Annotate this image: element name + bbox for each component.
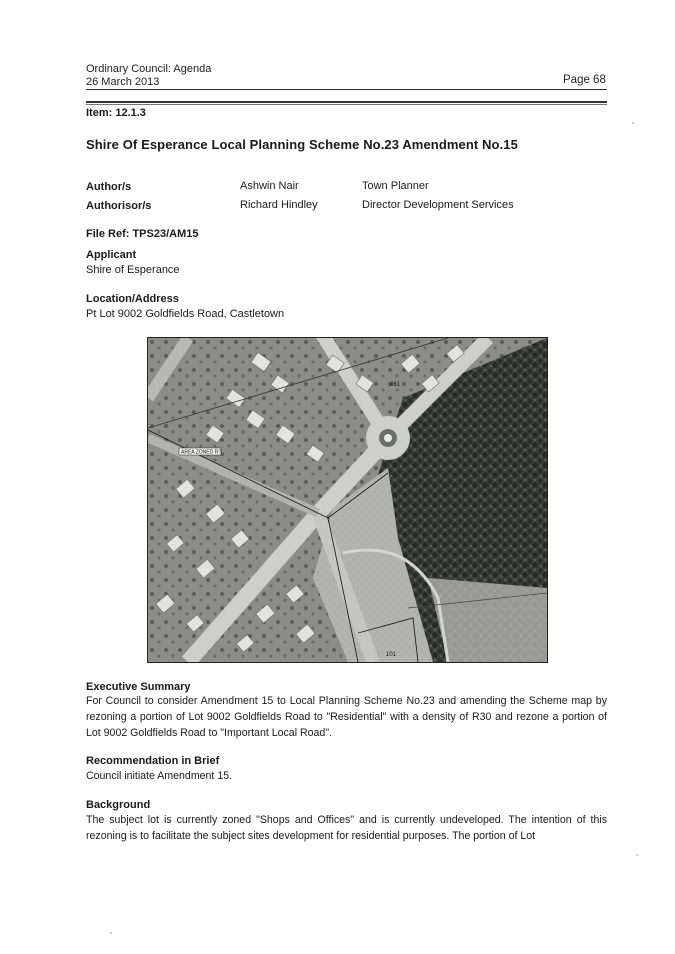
item-number: Item: 12.1.3 bbox=[86, 107, 146, 119]
aerial-site-map bbox=[147, 337, 548, 663]
applicant-value: Shire of Esperance bbox=[86, 264, 180, 276]
header-agenda-title: Ordinary Council: Agenda bbox=[86, 63, 212, 75]
author-name: Ashwin Nair bbox=[240, 180, 299, 192]
scan-speck bbox=[110, 932, 112, 934]
authoriser-role: Director Development Services bbox=[362, 199, 514, 211]
executive-summary-heading: Executive Summary bbox=[86, 681, 191, 693]
map-lot-label-861: 861 bbox=[390, 382, 401, 388]
header-date: 26 March 2013 bbox=[86, 76, 160, 88]
page-title: Shire Of Esperance Local Planning Scheme No.23 Amendment No.15 bbox=[86, 137, 518, 152]
item-rule-thick bbox=[86, 101, 607, 103]
location-heading: Location/Address bbox=[86, 293, 179, 305]
header-rule bbox=[86, 89, 607, 90]
map-zone-label: AREA ZONED R? bbox=[181, 449, 222, 456]
recommendation-text: Council initiate Amendment 15. bbox=[86, 770, 233, 782]
background-text: The subject lot is currently zoned "Shops and Offices" and is currently undeveloped. The intention of this rezoning is to facilitate the subject sites development for residential purposes. The portion of Lot bbox=[86, 814, 607, 842]
file-ref: File Ref: TPS23/AM15 bbox=[86, 228, 199, 240]
authoriser-label: Authorisor/s bbox=[86, 200, 152, 212]
scan-speck bbox=[636, 854, 638, 856]
header-page-number: Page 68 bbox=[563, 74, 606, 86]
recommendation-heading: Recommendation in Brief bbox=[86, 755, 220, 767]
authoriser-name: Richard Hindley bbox=[240, 199, 318, 211]
background-heading: Background bbox=[86, 799, 151, 811]
map-lot-label-101: 101 bbox=[386, 652, 397, 658]
author-role: Town Planner bbox=[362, 180, 429, 192]
author-label: Author/s bbox=[86, 181, 132, 193]
applicant-heading: Applicant bbox=[86, 249, 137, 261]
executive-summary-text: For Council to consider Amendment 15 to Local Planning Scheme No.23 and amending the Scheme map by rezoning a portion of Lot 9002 Goldfields Road to "Residential" with a density of R30 and rezone a portion of Lot 9002 Goldfields Road to "Important Local Road". bbox=[86, 695, 607, 739]
item-rule-thin bbox=[86, 104, 607, 105]
scan-speck bbox=[632, 122, 634, 124]
aerial-photo bbox=[148, 338, 547, 662]
location-value: Pt Lot 9002 Goldfields Road, Castletown bbox=[86, 308, 285, 320]
